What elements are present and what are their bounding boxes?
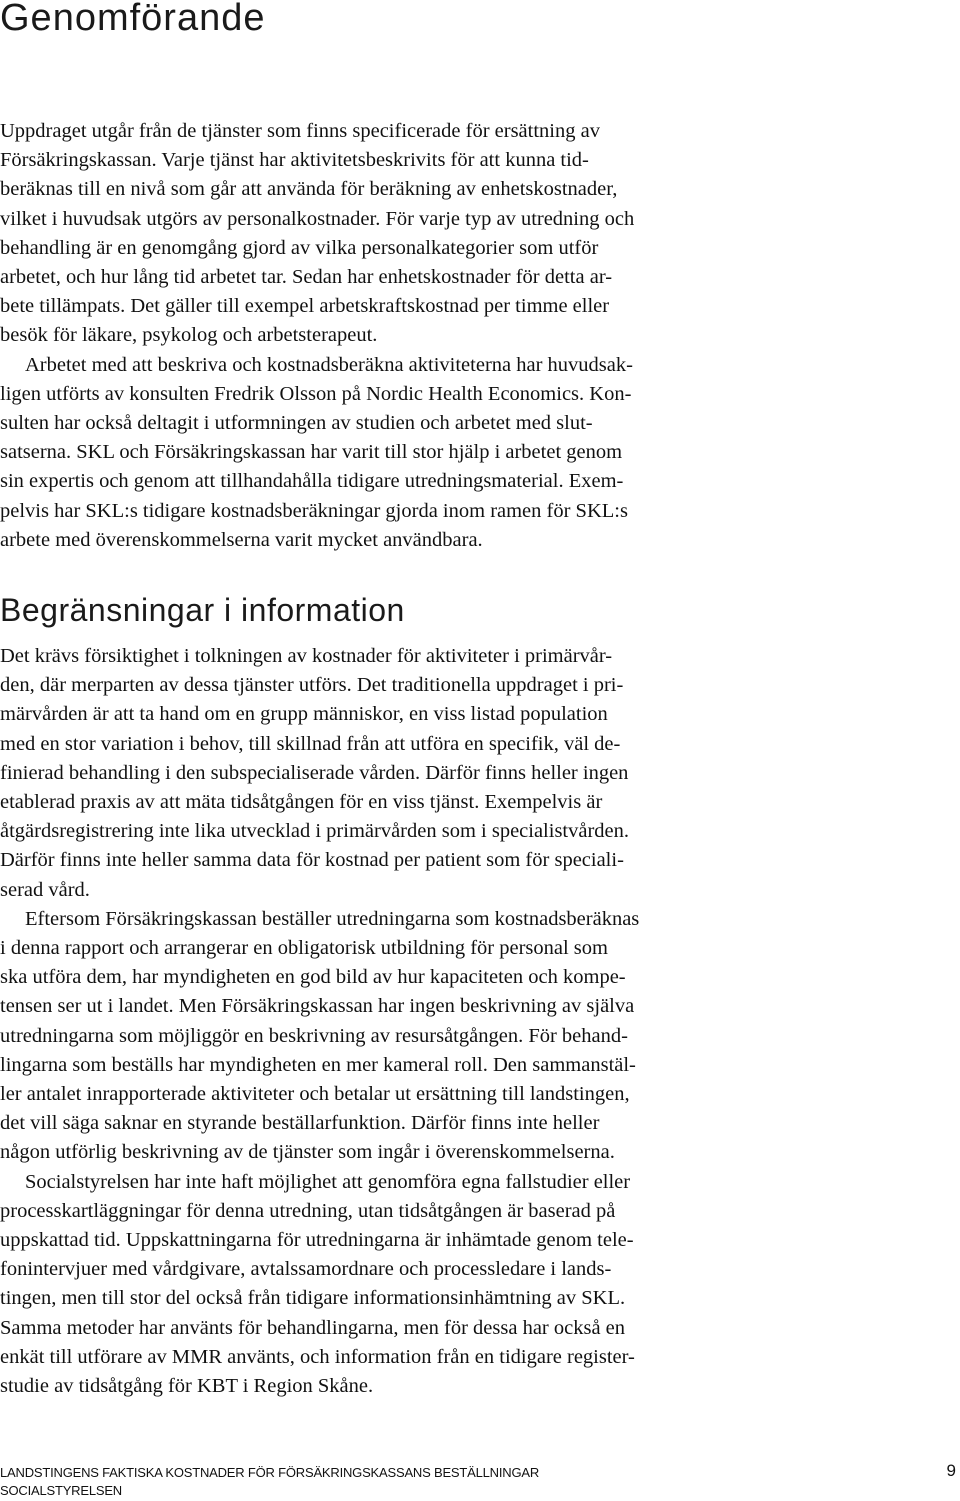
text-line: studie av tidsåtgång för KBT i Region Skåne. bbox=[0, 1375, 374, 1398]
text-line: serad vård. bbox=[0, 878, 90, 901]
text-line: Eftersom Försäkringskassan beställer utredningarna som kostnadsberäknas bbox=[25, 907, 640, 930]
text-line: åtgärdsregistrering inte lika utvecklad i primärvården som i specialistvården. bbox=[0, 820, 630, 843]
section-begransningar-body bbox=[0, 642, 960, 1401]
section-genomforande-body bbox=[0, 117, 960, 555]
text-line: uppskattad tid. Uppskattningarna för utredningarna är inhämtade genom tele- bbox=[0, 1229, 634, 1252]
text-line: beräknas till en nivå som går att använda för beräkning av enhetskostnader, bbox=[0, 178, 618, 201]
text-line: vilket i huvudsak utgörs av personalkostnader. För varje typ av utredning och bbox=[0, 207, 635, 230]
text-line: pelvis har SKL:s tidigare kostnadsberäkningar gjorda inom ramen för SKL:s bbox=[0, 499, 628, 522]
text-line: Det krävs försiktighet i tolkningen av kostnader för aktiviteter i primärvår- bbox=[0, 645, 613, 667]
text-line: Socialstyrelsen har inte haft möjlighet att genomföra egna fallstudier eller bbox=[25, 1170, 631, 1193]
text-line: ligen utförts av konsulten Fredrik Olsson på Nordic Health Economics. Kon- bbox=[0, 382, 632, 405]
text-line: Arbetet med att beskriva och kostnadsberäkna aktiviteterna har huvudsak- bbox=[25, 353, 633, 376]
text-line: ska utföra dem, har myndigheten en god bild av hur kapaciteten och kompe- bbox=[0, 966, 626, 989]
text-line: med en stor variation i behov, till skillnad från att utföra en specifik, väl de- bbox=[0, 732, 621, 755]
text-line: satserna. SKL och Försäkringskassan har varit till stor hjälp i arbetet genom bbox=[0, 441, 623, 464]
text-line: tingen, men till stor del också från tidigare informationsinhämtning av SKL. bbox=[0, 1287, 626, 1310]
text-line: Samma metoder har använts för behandlingarna, men för dessa har också en bbox=[0, 1316, 626, 1339]
text-line: processkartläggningar för denna utredning, utan tidsåtgången är baserad på bbox=[0, 1199, 616, 1222]
text-line: arbete med överenskommelserna varit mycket användbara. bbox=[0, 528, 483, 551]
footer-organization: SOCIALSTYRELSEN bbox=[0, 1483, 122, 1498]
text-line: behandling är en genomgång gjord av vilka personalkategorier som utför bbox=[0, 236, 599, 259]
text-line: besök för läkare, psykolog och arbetsterapeut. bbox=[0, 324, 378, 347]
text-line: sulten har också deltagit i utformningen av studien och arbetet med slut- bbox=[0, 412, 593, 435]
text-line: enkät till utförare av MMR använts, och information från en tidigare register- bbox=[0, 1345, 635, 1368]
text-line: arbetet, och hur lång tid arbetet tar. Sedan har enhetskostnader för detta ar- bbox=[0, 266, 613, 289]
text-line: Därför finns inte heller samma data för kostnad per patient som för speciali- bbox=[0, 849, 624, 872]
text-line: ler antalet inrapporterade aktiviteter och betalar ut ersättning till landstingen, bbox=[0, 1083, 630, 1106]
text-line: Uppdraget utgår från de tjänster som finns specificerade för ersättning av bbox=[0, 120, 600, 142]
text-line: Försäkringskassan. Varje tjänst har aktivitetsbeskrivits för att kunna tid- bbox=[0, 149, 589, 172]
text-line: den, där merparten av dessa tjänster utförs. Det traditionella uppdraget i pri- bbox=[0, 674, 624, 697]
text-line: det vill säga saknar en styrande beställarfunktion. Därför finns inte heller bbox=[0, 1112, 600, 1135]
text-line: lingarna som beställs har myndigheten en mer kameral roll. Den sammanstäl- bbox=[0, 1053, 636, 1076]
text-line: märvården är att ta hand om en grupp människor, en viss listad population bbox=[0, 703, 608, 726]
text-line: bete tillämpats. Det gäller till exempel arbetskraftskostnad per timme eller bbox=[0, 295, 610, 318]
footer-report-title: LANDSTINGENS FAKTISKA KOSTNADER FÖR FÖRSÄKRINGSKASSANS BESTÄLLNINGAR bbox=[0, 1465, 540, 1480]
text-line: utredningarna som möjliggör en beskrivning av resursåtgången. För behand- bbox=[0, 1024, 628, 1047]
page-number: 9 bbox=[946, 1461, 956, 1480]
heading-genomforande: Genomförande bbox=[0, 0, 266, 39]
text-line: sin expertis och genom att tillhandahålla tidigare utredningsmaterial. Exem- bbox=[0, 470, 624, 493]
text-line: någon utförlig beskrivning av de tjänster som ingår i överenskommelserna. bbox=[0, 1141, 615, 1164]
text-line: finierad behandling i den subspecialiserade vården. Därför finns heller ingen bbox=[0, 761, 629, 784]
text-line: i denna rapport och arrangerar en obligatorisk utbildning för personal som bbox=[0, 937, 608, 960]
heading-begransningar: Begränsningar i information bbox=[0, 592, 405, 628]
text-line: etablerad praxis av att mäta tidsåtgången för en viss tjänst. Exempelvis är bbox=[0, 791, 603, 814]
text-line: fonintervjuer med vårdgivare, avtalssamordnare och processledare i lands- bbox=[0, 1258, 612, 1281]
text-line: tensen ser ut i landet. Men Försäkringskassan har ingen beskrivning av själva bbox=[0, 995, 635, 1018]
